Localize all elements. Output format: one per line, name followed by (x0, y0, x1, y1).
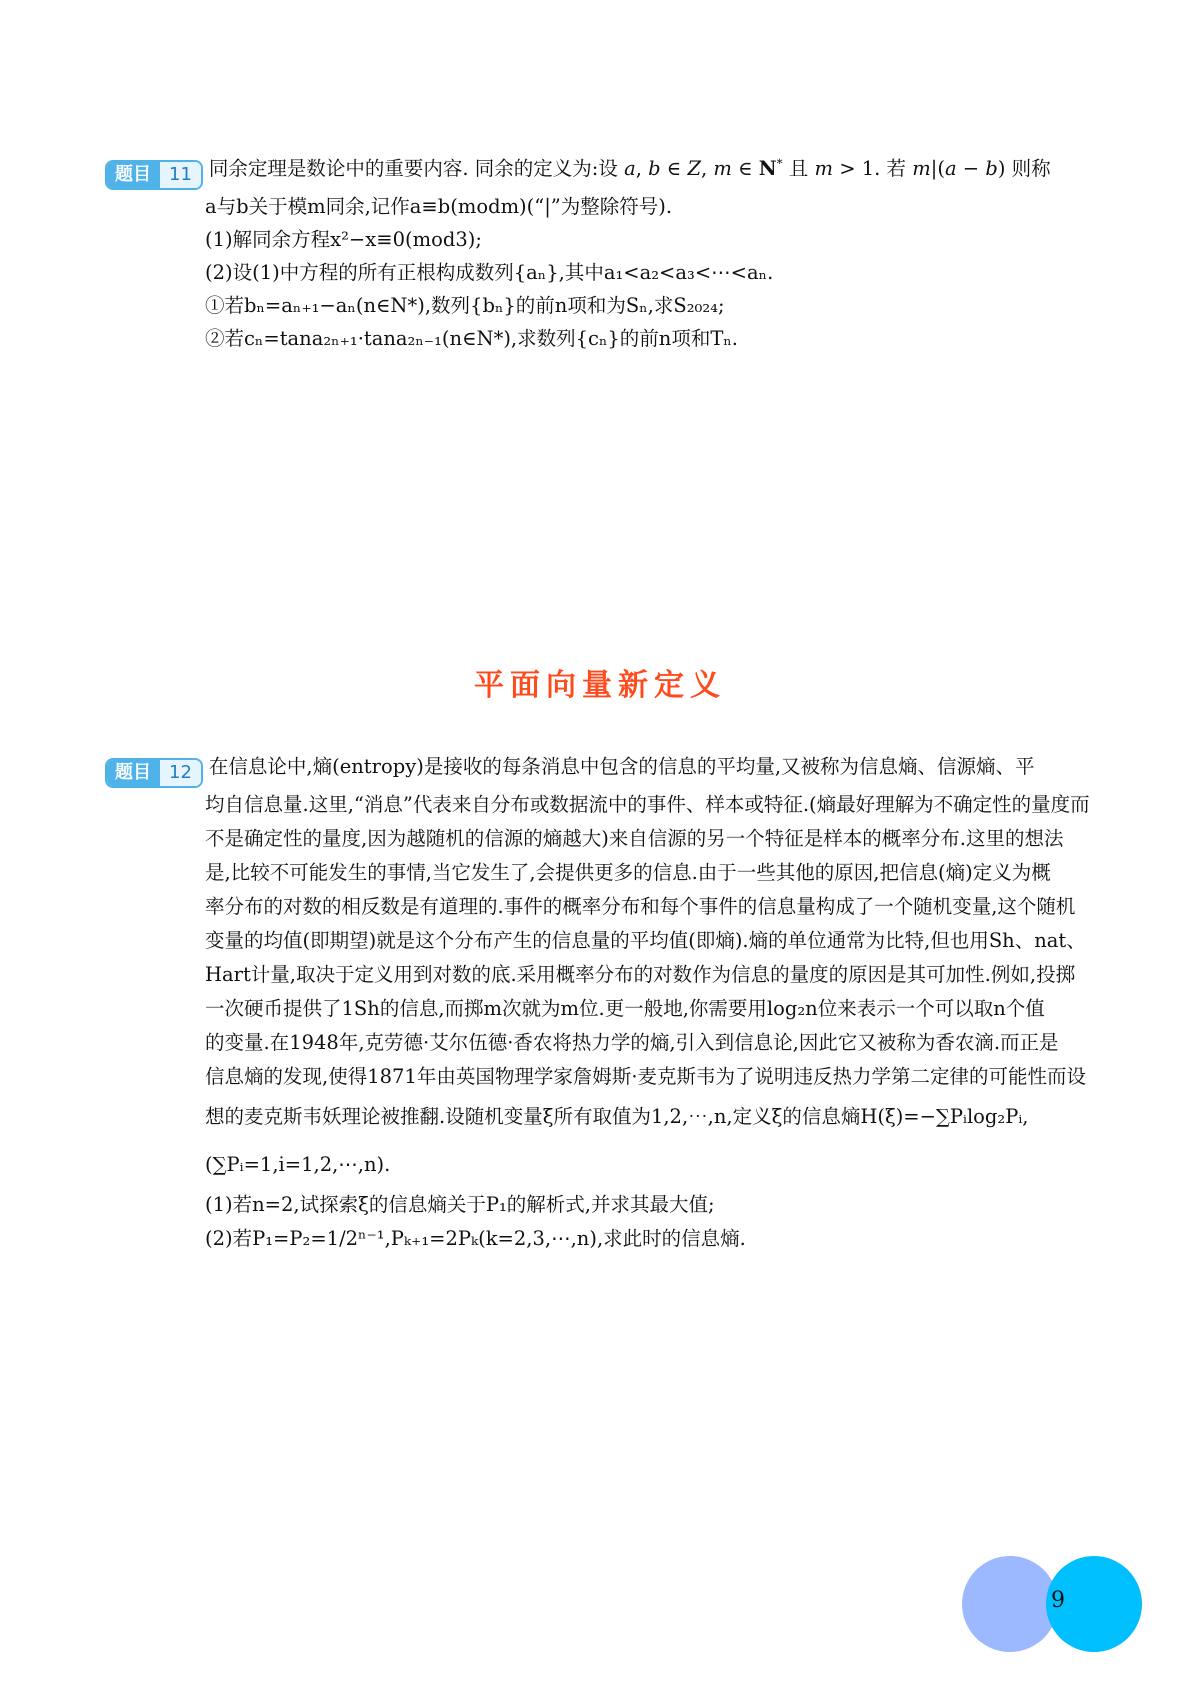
problem-11-intro: 同余定理是数论中的重要内容. 同余的定义为:设 (208, 157, 618, 180)
problem-12-part-1: (1)若n=2,试探索ξ的信息熵关于P₁的解析式,并求其最大值; (205, 1193, 715, 1216)
section-title: 平面向量新定义 (474, 668, 726, 703)
definition-math: a, b ∈ Z, m ∈ N* 且 m > 1. 若 m|(a − b) 则称 (624, 156, 1051, 180)
problem-badge: 题目 12 (105, 758, 203, 788)
problem-12-line: 想的麦克斯韦妖理论被推翻.设随机变量ξ所有取值为1,2,⋯,n,定义ξ的信息熵H(ξ)=−∑Pᵢlog₂Pᵢ, (205, 1105, 1029, 1128)
problem-11 (105, 152, 1095, 355)
problem-11-sub-1: ①若bₙ=aₙ₊₁−aₙ(n∈N*),数列{bₙ}的前n项和为Sₙ,求S₂₀₂₄; (205, 294, 725, 317)
problem-12-line: 是,比较不可能发生的事情,当它发生了,会提供更多的信息.由于一些其他的原因,把信息(熵)定义为概 (205, 861, 1051, 884)
problem-12-line: 的变量.在1948年,克劳德·艾尔伍德·香农将热力学的熵,引入到信息论,因此它又被称为香农滴.而正是 (205, 1031, 1059, 1054)
problem-11-line-2: a与b关于模m同余,记作a≡b(modm)(“|”为整除符号). (205, 195, 673, 218)
problem-12-line: 信息熵的发现,使得1871年由英国物理学家詹姆斯·麦克斯韦为了说明违反热力学第二定律的可能性而设 (205, 1065, 1087, 1088)
problem-12-line: 变量的均值(即期望)就是这个分布产生的信息量的平均值(即熵).熵的单位通常为比特,但也用Sh、nat、 (205, 929, 1086, 952)
problem-11-part-1: (1)解同余方程x²−x≡0(mod3); (205, 228, 482, 251)
problem-12 (105, 750, 1095, 1256)
problem-11-line-1 (105, 152, 1095, 190)
problem-11-part-2: (2)设(1)中方程的所有正根构成数列{aₙ},其中a₁<a₂<a₃<⋯<aₙ. (205, 261, 774, 284)
problem-11-sub-2: ②若cₙ=tana₂ₙ₊₁·tana₂ₙ₋₁(n∈N*),求数列{cₙ}的前n项和Tₙ. (205, 327, 739, 350)
problem-12-constraint: (∑Pᵢ=1,i=1,2,⋯,n). (205, 1153, 391, 1176)
problem-badge: 题目 11 (105, 160, 203, 190)
problem-12-line-1: 题目 12 在信息论中,熵(entropy)是接收的每条消息中包含的信息的平均量,又被称为信息熵、信源熵、平 (105, 750, 1095, 788)
problem-12-line: 率分布的对数的相反数是有道理的.事件的概率分布和每个事件的信息量构成了一个随机变量,这个随机 (205, 895, 1076, 918)
page-number: 9 (1051, 1588, 1065, 1613)
problem-12-line: 一次硬币提供了1Sh的信息,而掷m次就为m位.更一般地,你需要用log₂n位来表示一个可以取n个值 (205, 997, 1045, 1020)
problem-12-part-2: (2)若P₁=P₂=1/2ⁿ⁻¹,Pₖ₊₁=2Pₖ(k=2,3,⋯,n),求此时的信息熵. (205, 1227, 746, 1250)
problem-12-line: 不是确定性的量度,因为越随机的信源的熵越大)来自信源的另一个特征是样本的概率分布.这里的想法 (205, 827, 1064, 850)
problem-12-line: Hart计量,取决于定义用到对数的底.采用概率分布的对数作为信息的量度的原因是其可加性.例如,投掷 (205, 963, 1076, 986)
problem-12-line: 均自信息量.这里,“消息”代表来自分布或数据流中的事件、样本或特征.(熵最好理解为不确定性的量度而 (205, 793, 1090, 816)
